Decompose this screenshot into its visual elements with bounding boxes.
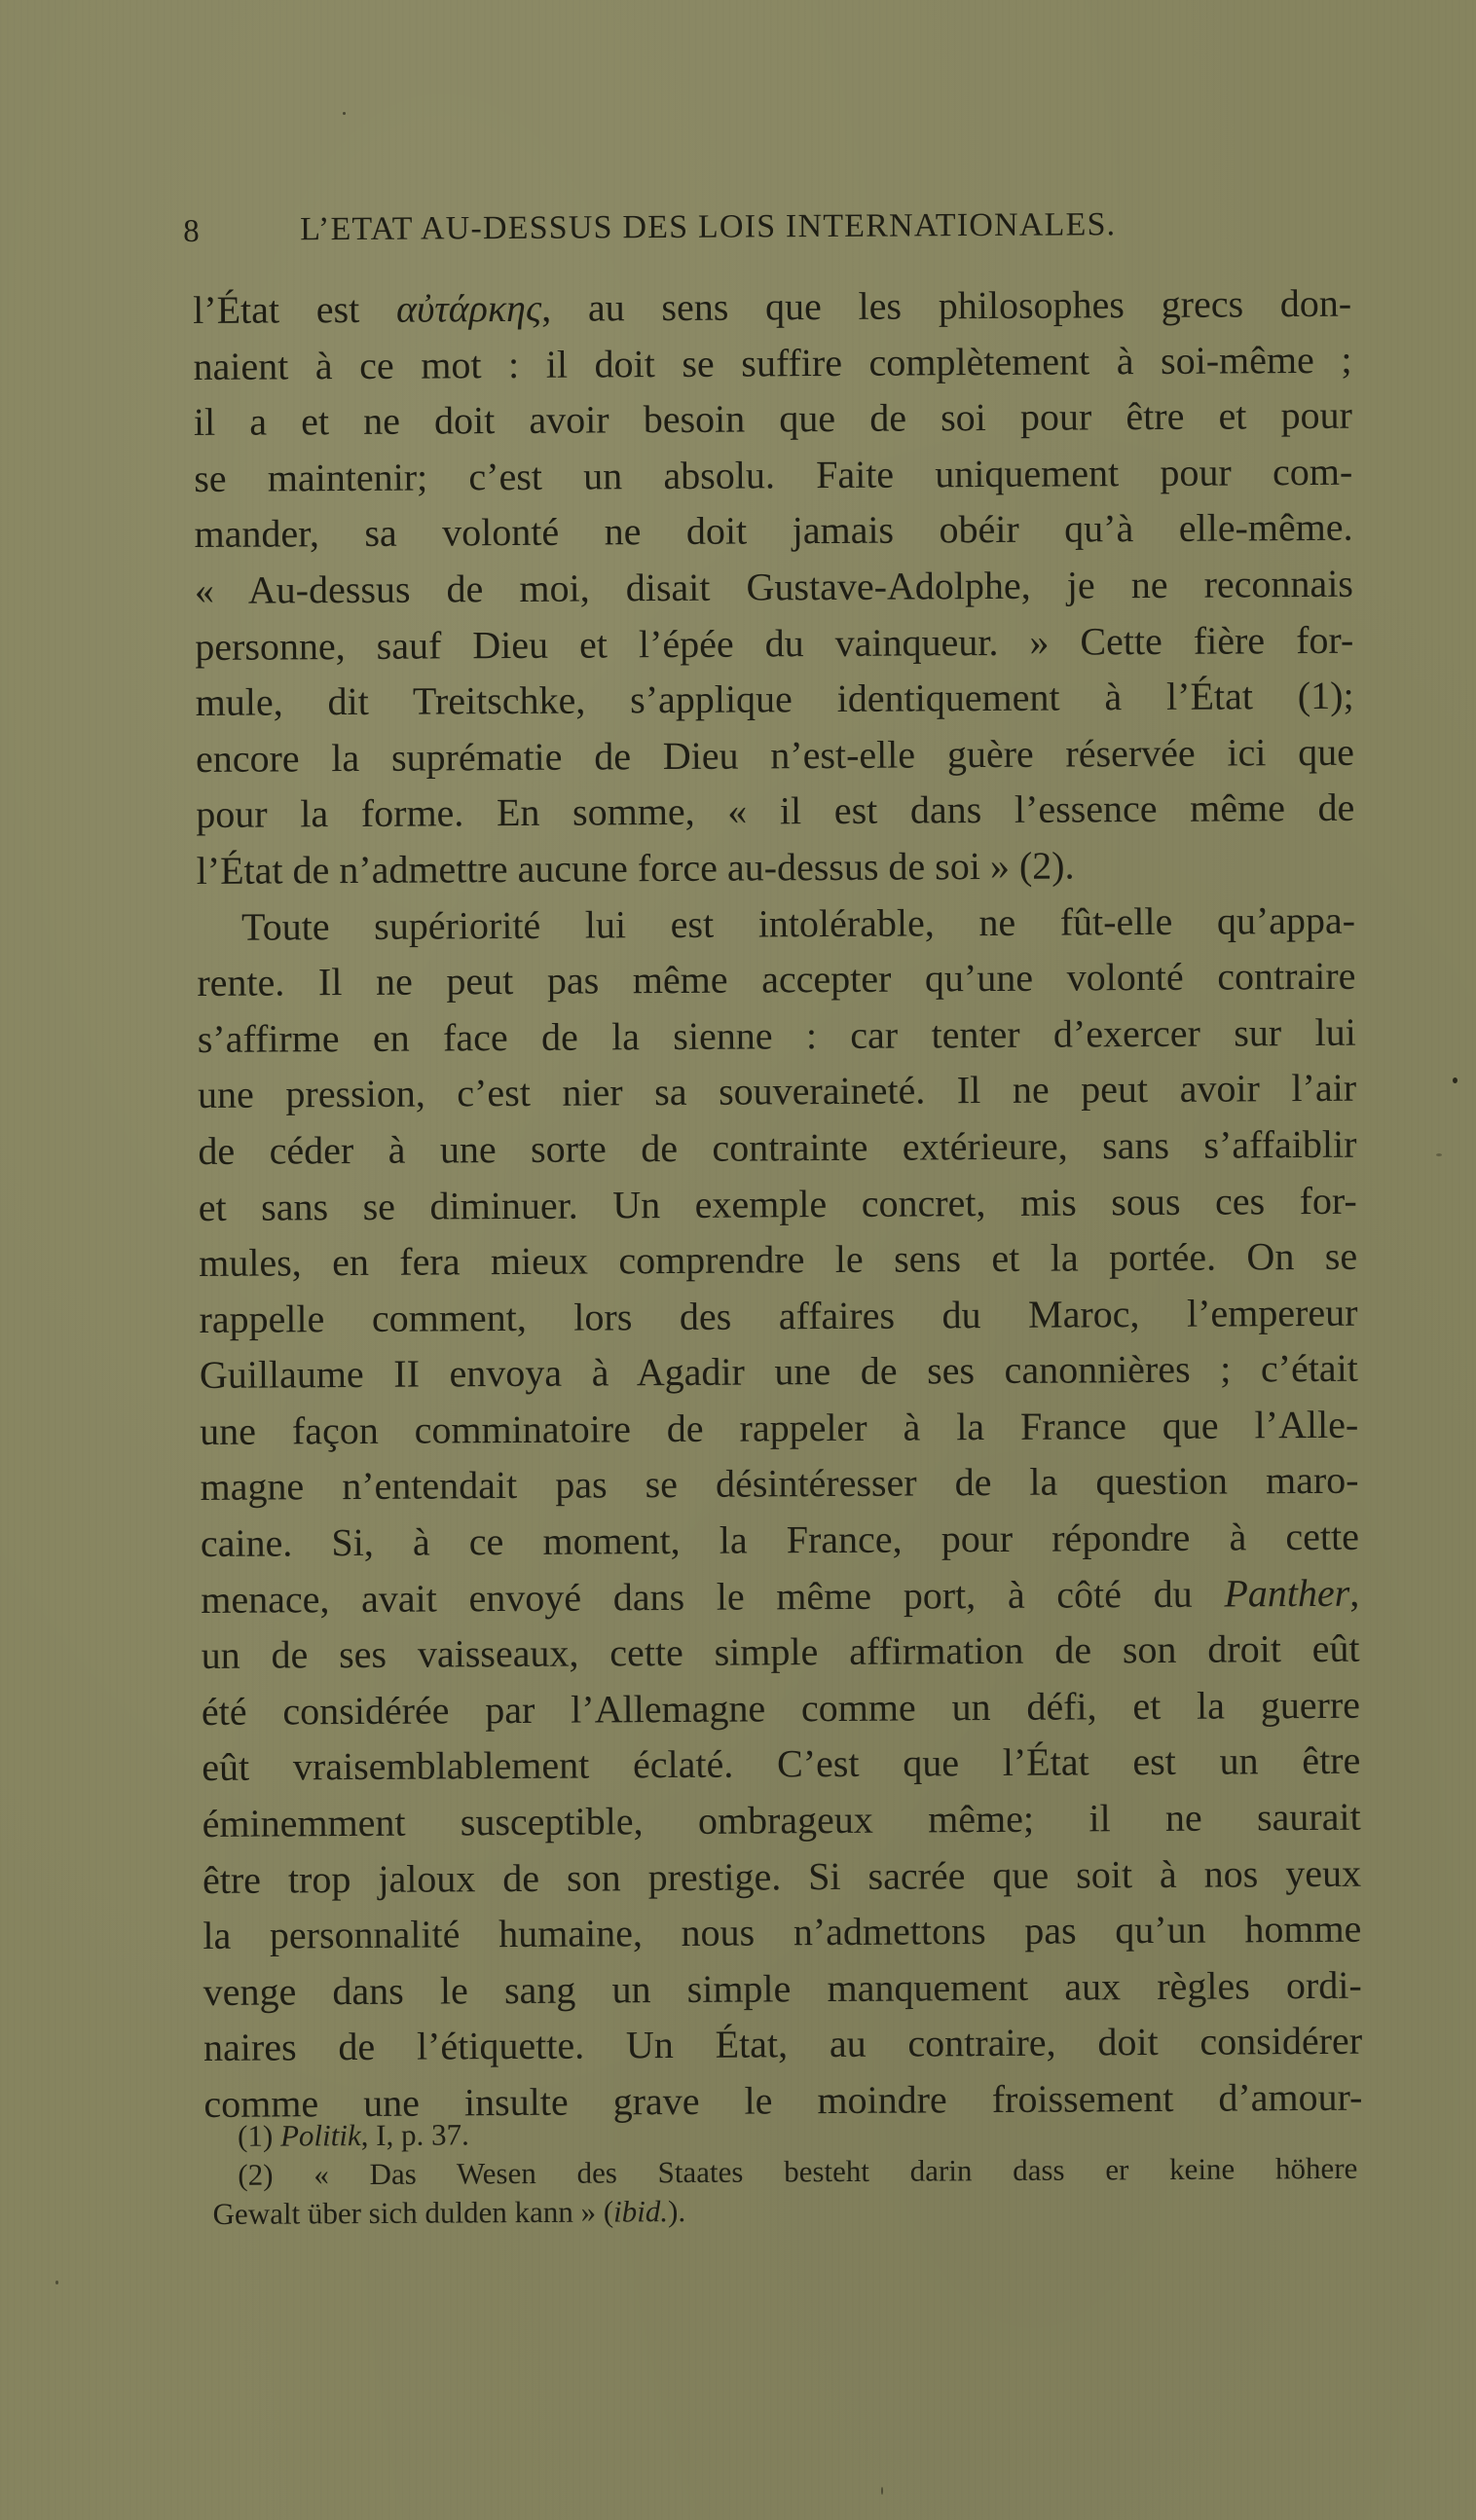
text-line: mules, en fera mieux comprendre le sens et la portée. On se bbox=[199, 1233, 1358, 1286]
text-span: menace, avait envoyé dans le même port, à côté du bbox=[201, 1571, 1225, 1622]
text-line: caine. Si, à ce moment, la France, pour répondre à cette bbox=[200, 1514, 1360, 1566]
footnote-text: Gewalt über sich dulden kann » ( bbox=[212, 2194, 614, 2232]
paper-speck bbox=[55, 2281, 58, 2284]
text-line: une façon comminatoire de rappeler à la France que l’Alle- bbox=[200, 1402, 1359, 1453]
paragraph bbox=[193, 275, 1355, 899]
text-line: rente. Il ne peut pas même accepter qu’une volonté contraire bbox=[197, 953, 1356, 1005]
footnote-marker: (2) bbox=[238, 2157, 314, 2192]
footnotes bbox=[212, 2110, 1358, 2234]
text-line bbox=[193, 275, 1351, 339]
paper-speck bbox=[1436, 1153, 1442, 1156]
footnote-2-line-1 bbox=[214, 2149, 1357, 2195]
paper-speck bbox=[881, 2487, 883, 2495]
text-line: été considérée par l’Allemagne comme un défi, et la guerre bbox=[201, 1682, 1361, 1734]
text-line: il a et ne doit avoir besoin que de soi pour être et pour bbox=[193, 392, 1352, 445]
text-line: de céder à une sorte de contrainte extérieure, sans s’affaiblir bbox=[198, 1121, 1357, 1173]
ship-name: Panther bbox=[1224, 1570, 1350, 1616]
text-line: un de ses vaisseaux, cette simple affirmation de son droit eût bbox=[201, 1625, 1360, 1678]
text-line: magne n’entendait pas se désintéresser de la question maro- bbox=[200, 1458, 1359, 1510]
text-line: l’État de n’admettre aucune force au-dessus de soi » (2). bbox=[196, 843, 1075, 893]
body-text bbox=[193, 275, 1363, 2133]
footnote-marker: (1) bbox=[238, 2118, 281, 2153]
text-line: naient à ce mot : il doit se suffire complètement à soi-même ; bbox=[193, 337, 1352, 388]
text-line: encore la suprématie de Dieu n’est-elle guère réservée ici que bbox=[195, 729, 1355, 781]
text-span: , bbox=[1349, 1570, 1360, 1615]
text-line: pour la forme. En somme, « il est dans l’essence même de bbox=[196, 785, 1355, 837]
text-line: « Au-dessus de moi, disait Gustave-Adolphe, je ne reconnais bbox=[194, 561, 1354, 612]
text-line: rappelle comment, lors des affaires du Maroc, l’empereur bbox=[199, 1290, 1358, 1341]
text-line: et sans se diminuer. Un exemple concret, mis sous ces for- bbox=[198, 1178, 1357, 1229]
text-line: personne, sauf Dieu et l’épée du vainqueur. » Cette fière for- bbox=[195, 617, 1354, 669]
paragraph bbox=[197, 892, 1363, 2132]
text-line: Guillaume II envoya à Agadir une de ses canonnières ; c’était bbox=[199, 1345, 1358, 1398]
text-line: venge dans le sang un simple manquement aux règles ordi- bbox=[203, 1962, 1362, 2014]
text-line: comme une insulte grave le moindre froissement d’amour- bbox=[203, 2074, 1363, 2126]
text-line: être trop jaloux de son prestige. Si sacrée que soit à nos yeux bbox=[202, 1850, 1362, 1902]
running-title: L’ETAT AU-DESSUS DES LOIS INTERNATIONALES. bbox=[300, 206, 1117, 248]
text-line bbox=[201, 1564, 1359, 1627]
footnote-ibid: ibid. bbox=[612, 2194, 669, 2229]
paper-speck bbox=[343, 112, 346, 115]
text-line: mule, dit Treitschke, s’applique identiquement à l’État (1); bbox=[195, 673, 1354, 725]
text-line: une pression, c’est nier sa souveraineté. Il ne peut avoir l’air bbox=[197, 1066, 1357, 1117]
footnote-title: Politik bbox=[279, 2118, 361, 2153]
text-line: eût vraisemblablement éclaté. C’est que l’État est un être bbox=[202, 1738, 1361, 1790]
greek-word: αὐτάρκης bbox=[395, 285, 542, 331]
text-line: Toute supériorité lui est intolérable, ne fût-elle qu’appa- bbox=[240, 897, 1356, 949]
text-line: la personnalité humaine, nous n’admettons pas qu’un homme bbox=[203, 1906, 1362, 1958]
footnote-text: ). bbox=[667, 2194, 686, 2229]
text-span: , au sens que les philosophes grecs don- bbox=[540, 280, 1352, 330]
text-span: l’État est bbox=[193, 286, 397, 332]
text-line: mander, sa volonté ne doit jamais obéir qu’à elle-même. bbox=[194, 505, 1353, 557]
text-line: éminemment susceptible, ombrageux même; il ne saurait bbox=[202, 1794, 1361, 1846]
text-line: naires de l’étiquette. Un État, au contraire, doit considérer bbox=[203, 2019, 1363, 2070]
text-line: se maintenir; c’est un absolu. Faite uniquement pour com- bbox=[194, 449, 1353, 500]
footnote-text: , I, p. 37. bbox=[360, 2117, 469, 2153]
footnote-2-line-2 bbox=[212, 2188, 1353, 2234]
running-head bbox=[183, 202, 1215, 257]
footnote-text: « Das Wesen des Staates besteht darin dass er keine höhere bbox=[314, 2150, 1358, 2192]
page-number: 8 bbox=[183, 213, 200, 249]
paper-speck bbox=[1453, 1077, 1458, 1083]
text-line: s’affirme en face de la sienne : car tenter d’exercer sur lui bbox=[197, 1009, 1356, 1061]
